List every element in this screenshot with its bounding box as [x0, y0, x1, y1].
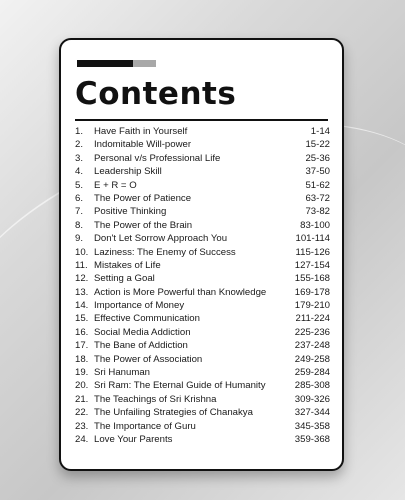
chapter-title: E + R = O: [94, 179, 137, 191]
toc-entry: [75, 179, 330, 192]
page-range: 51-62: [305, 179, 330, 191]
chapter-title: Action is More Powerful than Knowledge: [94, 286, 267, 298]
toc-entry: [75, 366, 330, 379]
chapter-number: 11.: [75, 259, 88, 271]
chapter-number: 23.: [75, 420, 89, 432]
toc-entry: [75, 299, 330, 312]
toc-entry: [75, 125, 330, 138]
chapter-number: 12.: [75, 273, 89, 285]
chapter-title: The Teachings of Sri Krishna: [94, 393, 217, 405]
chapter-title: Don't Let Sorrow Approach You: [94, 233, 228, 245]
chapter-title: The Power of Patience: [94, 192, 192, 204]
toc-entry: [75, 433, 330, 446]
chapter-title: Social Media Addiction: [94, 326, 191, 338]
page-range: 25-36: [305, 152, 330, 164]
toc-entry: [75, 192, 330, 205]
toc-entry: [75, 339, 330, 352]
page-range: 155-168: [294, 273, 330, 285]
toc-entry: [75, 353, 330, 366]
chapter-number: 22.: [75, 407, 89, 419]
toc-entry: [75, 326, 330, 339]
chapter-number: 15.: [75, 313, 89, 325]
page-range: 345-358: [294, 420, 330, 432]
page-range: 83-100: [300, 219, 330, 231]
chapter-number: 9.: [75, 233, 84, 245]
chapter-number: 1.: [75, 126, 84, 137]
toc-entry: [75, 286, 330, 299]
page-range: 101-114: [295, 233, 330, 245]
page-range: 179-210: [294, 300, 330, 312]
chapter-number: 3.: [75, 152, 84, 164]
toc-entry: [75, 393, 330, 406]
chapter-title: The Unfailing Strategies of Chanakya: [94, 407, 253, 419]
toc-entry: [75, 205, 330, 218]
chapter-number: 21.: [75, 393, 89, 405]
toc-entry: [75, 152, 330, 165]
page-range: 37-50: [305, 166, 330, 178]
chapter-title: Positive Thinking: [94, 206, 167, 218]
page-range: 211-224: [295, 313, 330, 325]
chapter-title: Setting a Goal: [94, 273, 155, 285]
chapter-number: 18.: [75, 353, 89, 365]
toc-entry: [75, 219, 330, 232]
chapter-number: 8.: [75, 219, 84, 231]
chapter-title: Personal v/s Professional Life: [94, 152, 221, 164]
chapter-title: Mistakes of Life: [94, 259, 161, 271]
chapter-title: The Importance of Guru: [94, 420, 196, 432]
page-range: 73-82: [305, 206, 330, 218]
accent-bar-light: [133, 60, 156, 67]
page-range: 309-326: [294, 393, 330, 405]
toc-entry: [75, 165, 330, 178]
page-range: 249-258: [294, 353, 330, 365]
page-range: 63-72: [305, 192, 330, 204]
toc-entry: [75, 420, 330, 433]
chapter-number: 10.: [75, 246, 89, 258]
chapter-number: 20.: [75, 380, 89, 392]
page-title: Contents: [75, 76, 237, 112]
chapter-title: The Bane of Addiction: [94, 340, 188, 352]
chapter-number: 17.: [75, 340, 89, 352]
toc-entry: [75, 232, 330, 245]
title-divider: [75, 119, 328, 121]
page-range: 15-22: [305, 139, 330, 151]
chapter-number: 19.: [75, 367, 89, 379]
chapter-number: 13.: [75, 286, 89, 298]
toc-entry: [75, 138, 330, 151]
toc-entry: [75, 312, 330, 325]
page-range: 115-126: [295, 246, 330, 258]
contents-card: [59, 38, 344, 471]
chapter-number: 5.: [75, 179, 84, 191]
chapter-number: 2.: [75, 139, 84, 151]
toc-entry: [75, 379, 330, 392]
page-range: 259-284: [294, 367, 330, 379]
chapter-title: Sri Ram: The Eternal Guide of Humanity: [94, 380, 266, 392]
chapter-number: 6.: [75, 192, 84, 204]
chapter-number: 24.: [75, 433, 89, 445]
chapter-title: Indomitable Will-power: [94, 139, 192, 151]
chapter-number: 16.: [75, 326, 89, 338]
page-range: 225-236: [294, 326, 330, 338]
page-range: 237-248: [294, 340, 330, 352]
page-range: 359-368: [294, 433, 330, 445]
toc-entry: [75, 259, 330, 272]
accent-bar-dark: [77, 60, 133, 67]
chapter-number: 7.: [75, 206, 84, 218]
chapter-title: Laziness: The Enemy of Success: [94, 246, 236, 258]
table-of-contents: [75, 125, 330, 446]
page-range: 127-154: [294, 259, 330, 271]
chapter-number: 4.: [75, 166, 84, 178]
page-range: 169-178: [294, 286, 330, 298]
chapter-title: Have Faith in Yourself: [94, 126, 188, 137]
chapter-title: The Power of the Brain: [94, 219, 193, 231]
toc-entry: [75, 272, 330, 285]
chapter-title: Effective Communication: [94, 313, 200, 325]
page-range: 327-344: [294, 407, 330, 419]
toc-entry: [75, 246, 330, 259]
chapter-title: Importance of Money: [94, 300, 185, 312]
chapter-title: The Power of Association: [94, 353, 203, 365]
page-range: 285-308: [294, 380, 330, 392]
chapter-title: Love Your Parents: [94, 433, 173, 445]
page-range: 1-14: [310, 126, 330, 137]
chapter-number: 14.: [75, 300, 89, 312]
chapter-title: Leadership Skill: [94, 166, 162, 178]
toc-entry: [75, 406, 330, 419]
chapter-title: Sri Hanuman: [94, 367, 150, 379]
